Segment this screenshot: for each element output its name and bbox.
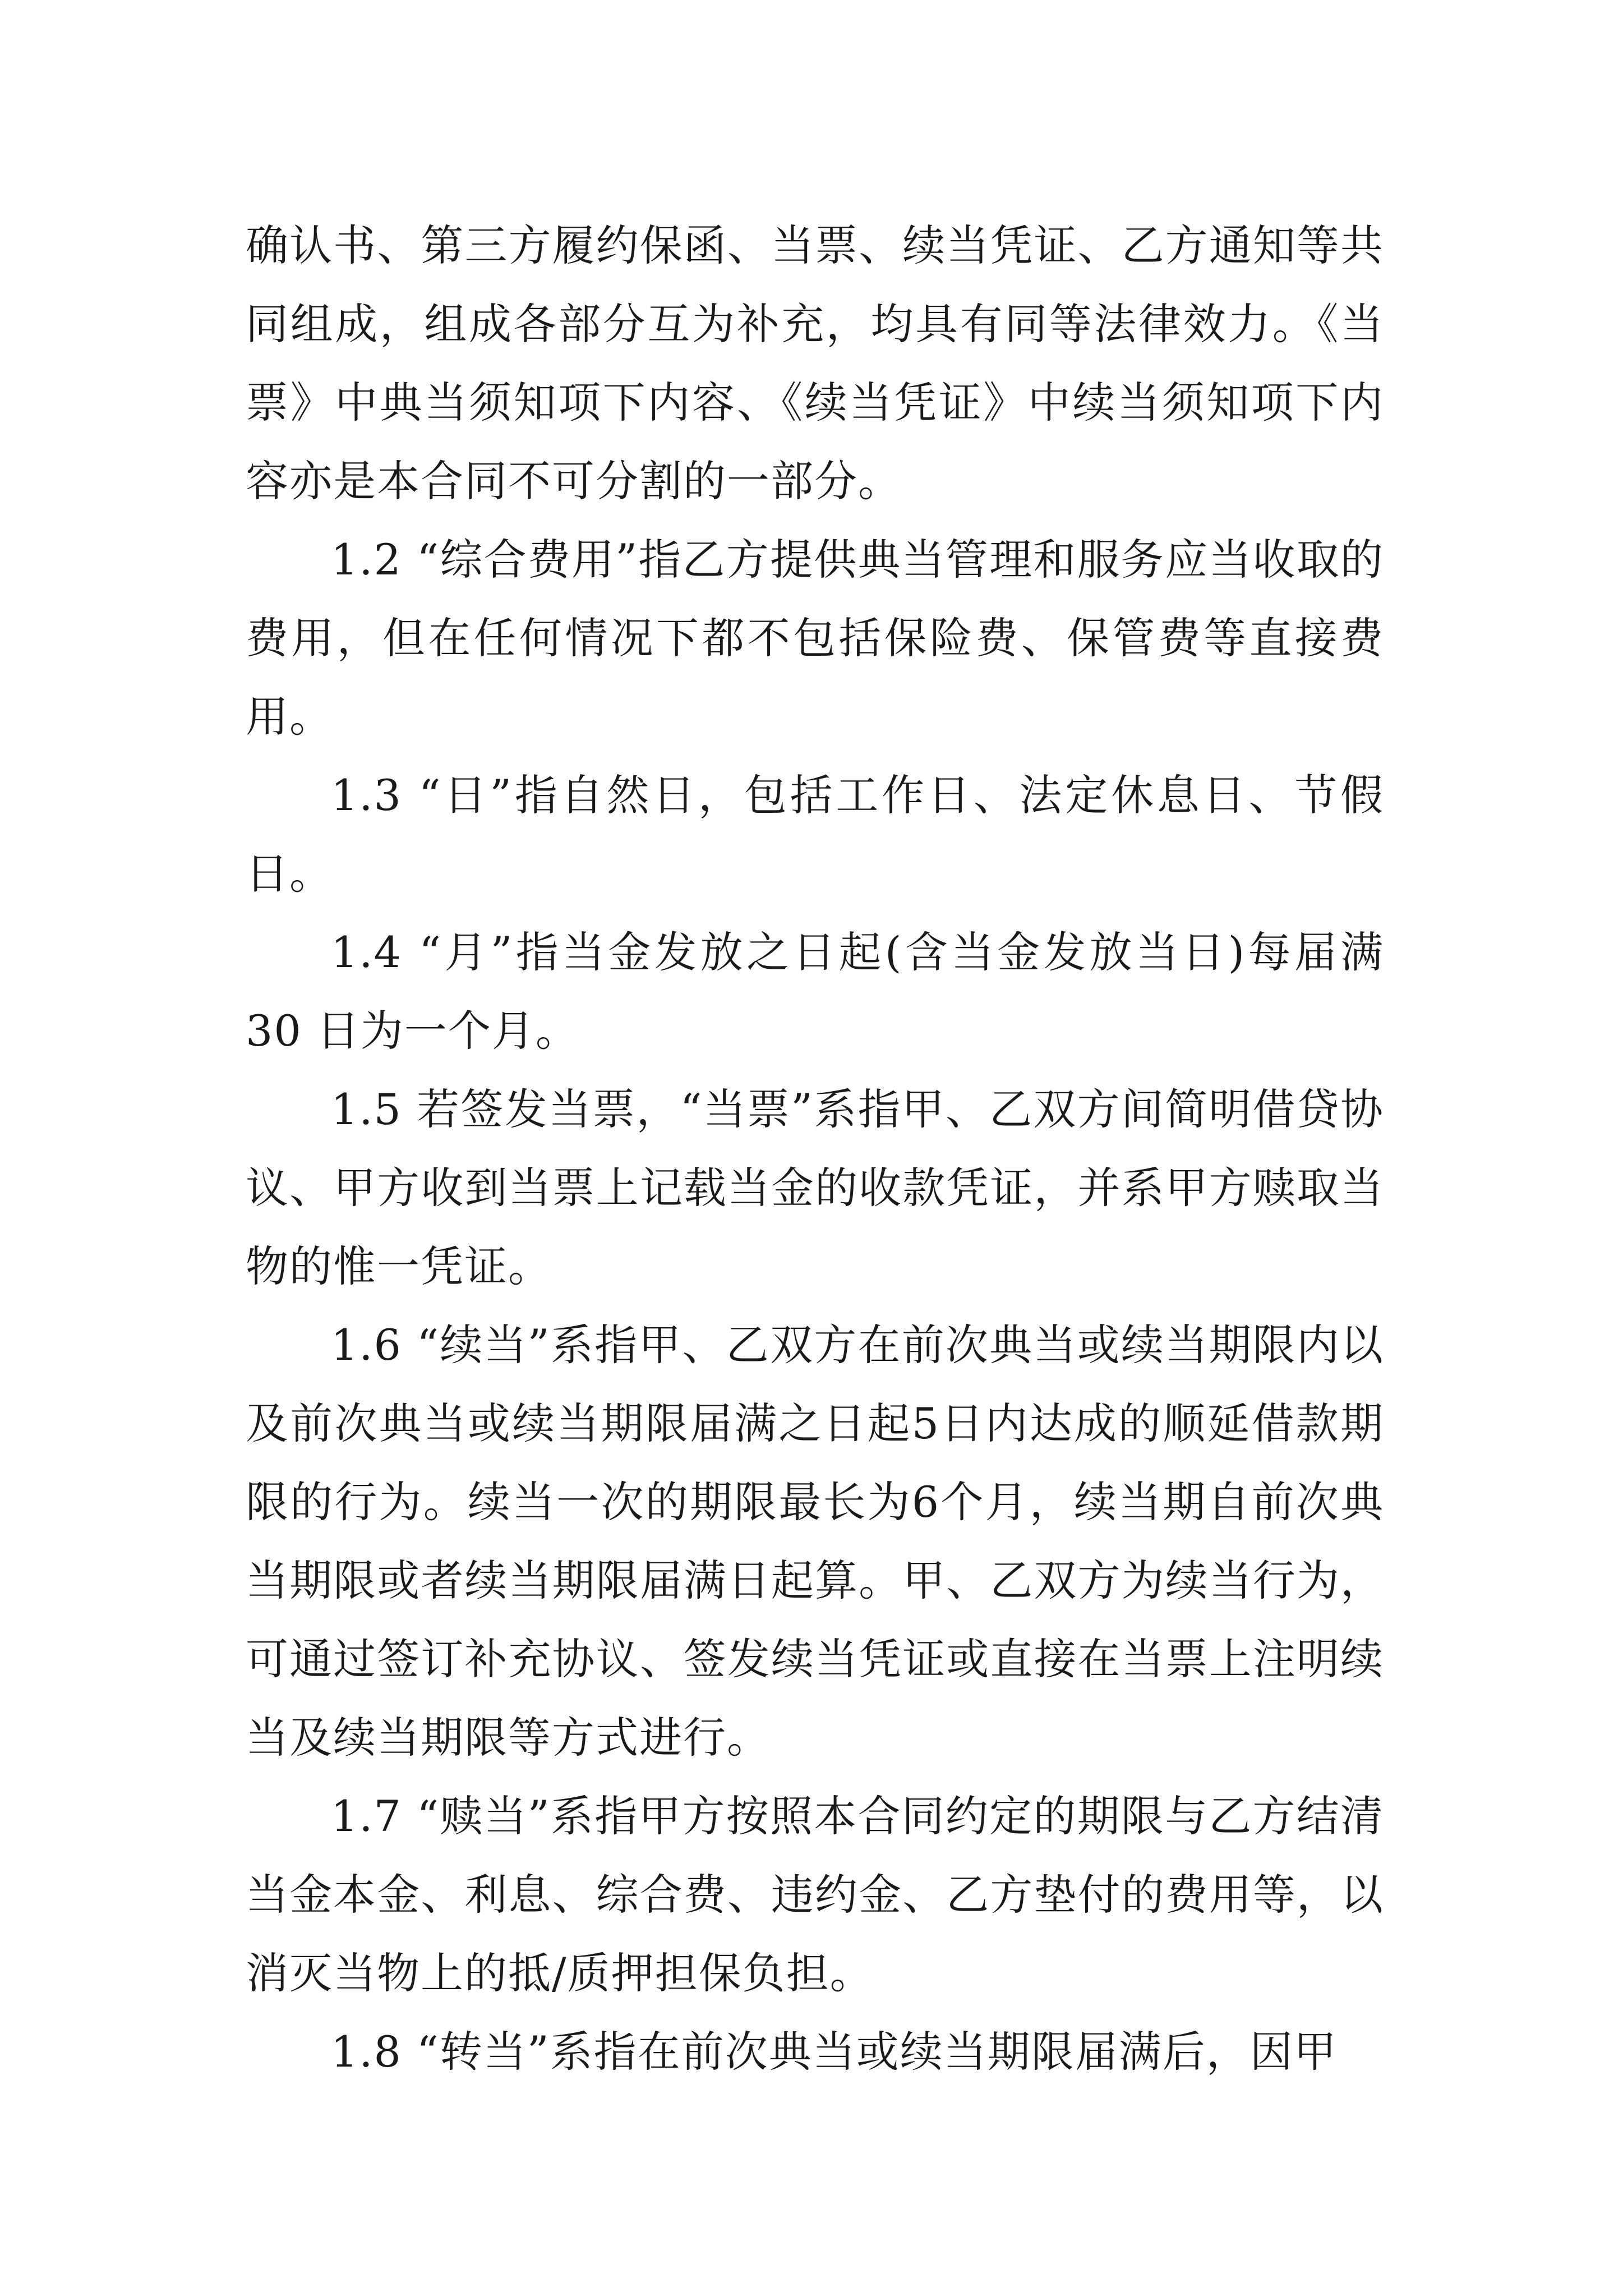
paragraph-1-5: 1.5 若签发当票，“当票”系指甲、乙双方间简明借贷协议、甲方收到当票上记载当金的收款凭证，并系甲方赎取当物的惟一凭证。 — [246, 1084, 1384, 1291]
paragraph-1-3: 1.3 “日”指自然日，包括工作日、法定休息日、节假日。 — [246, 770, 1384, 899]
paragraph-1-7: 1.7 “赎当”系指甲方按照本合同约定的期限与乙方结清当金本金、利息、综合费、违约金、乙方垫付的费用等，以消灭当物上的抵/质押担保负担。 — [246, 1791, 1384, 1998]
paragraph-1-8: 1.8 “转当”系指在前次典当或续当期限届满后，因甲 — [331, 2027, 1338, 2077]
paragraph-1-4: 1.4 “月”指当金发放之日起(含当金发放当日)每届满30 日为一个月。 — [246, 927, 1384, 1056]
paragraph-1-6: 1.6 “续当”系指甲、乙双方在前次典当或续当期限内以及前次典当或续当期限届满之日起5日内达成的顺延借款期限的行为。续当一次的期限最长为6个月，续当期自前次典当期限或者续当期限届满日起算。甲、乙双方为续当行为，可通过签订补充协议、签发续当凭证或直接在当票上注明续当及续当期限等方式进行。 — [246, 1320, 1384, 1763]
paragraph-1-2: 1.2 “综合费用”指乙方提供典当管理和服务应当收取的费用，但在任何情况下都不包括保险费、保管费等直接费用。 — [246, 535, 1384, 742]
paragraph-intro-continuation: 确认书、第三方履约保函、当票、续当凭证、乙方通知等共同组成，组成各部分互为补充，均具有同等法律效力。《当票》中典当须知项下内容、《续当凭证》中续当须知项下内容亦是本合同不可分割的一部分。 — [246, 220, 1384, 506]
document-body — [246, 206, 1384, 2091]
